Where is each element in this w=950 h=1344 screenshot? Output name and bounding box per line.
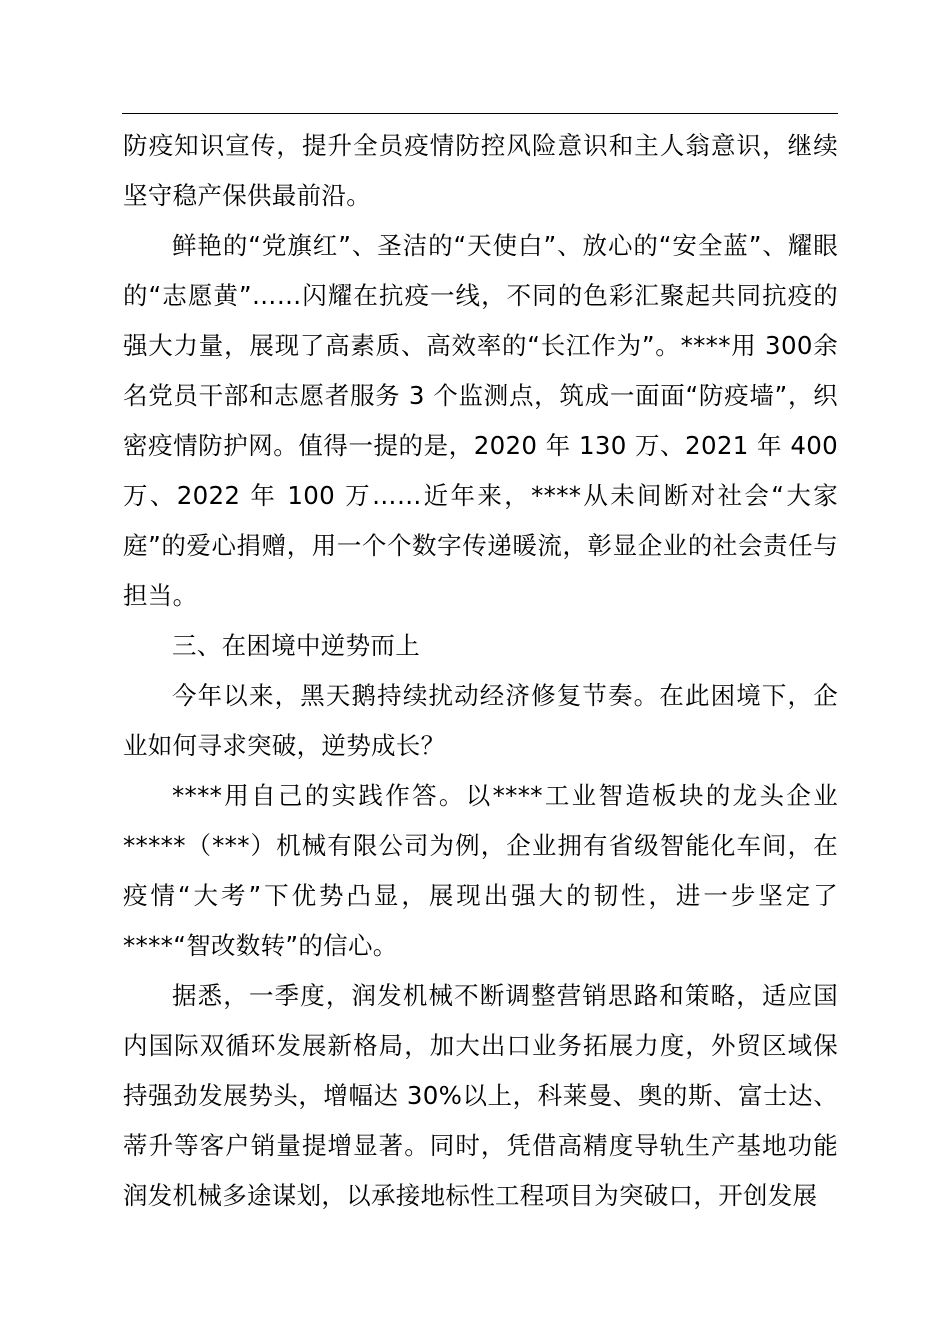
- section-heading-3: 三、在困境中逆势而上: [172, 631, 420, 660]
- paragraph-2: 鲜艳的“党旗红”、圣洁的“天使白”、放心的“安全蓝”、耀眼的“志愿黄”……闪耀在抗疫一线，不同的色彩汇聚起共同抗疫的强大力量，展现了高素质、高效率的“长江作为”。****用 300余名党员干部和志愿者服务 3 个监测点，筑成一面面“防疫墙”，织密疫情防护网。值得一提的是，2020 年 130 万、2021 年 400万、2022 年 100 万……近年来，****从未间断对社会“大家庭”的爱心捐赠，用一个个数字传递暖流，彰显企业的社会责任与担当。: [123, 231, 838, 610]
- document-body: [123, 121, 838, 1221]
- paragraph-4: ****用自己的实践作答。以****工业智造板块的龙头企业*****（***）机械有限公司为例，企业拥有省级智能化车间，在疫情“大考”下优势凸显，展现出强大的韧性，进一步坚定了****“智改数转”的信心。: [123, 781, 838, 960]
- paragraph-5: 据悉，一季度，润发机械不断调整营销思路和策略，适应国内国际双循环发展新格局，加大出口业务拓展力度，外贸区域保持强劲发展势头，增幅达 30%以上，科莱曼、奥的斯、富士达、蒂升等客户销量提增显著。同时，凭借高精度导轨生产基地功能润发机械多途谋划，以承接地标性工程项目为突破口，开创发展: [123, 981, 838, 1210]
- paragraph-1: 防疫知识宣传，提升全员疫情防控风险意识和主人翁意识，继续坚守稳产保供最前沿。: [123, 131, 838, 210]
- paragraph-3: 今年以来，黑天鹅持续扰动经济修复节奏。在此困境下，企业如何寻求突破，逆势成长？: [123, 681, 838, 760]
- header-rule: [122, 113, 838, 114]
